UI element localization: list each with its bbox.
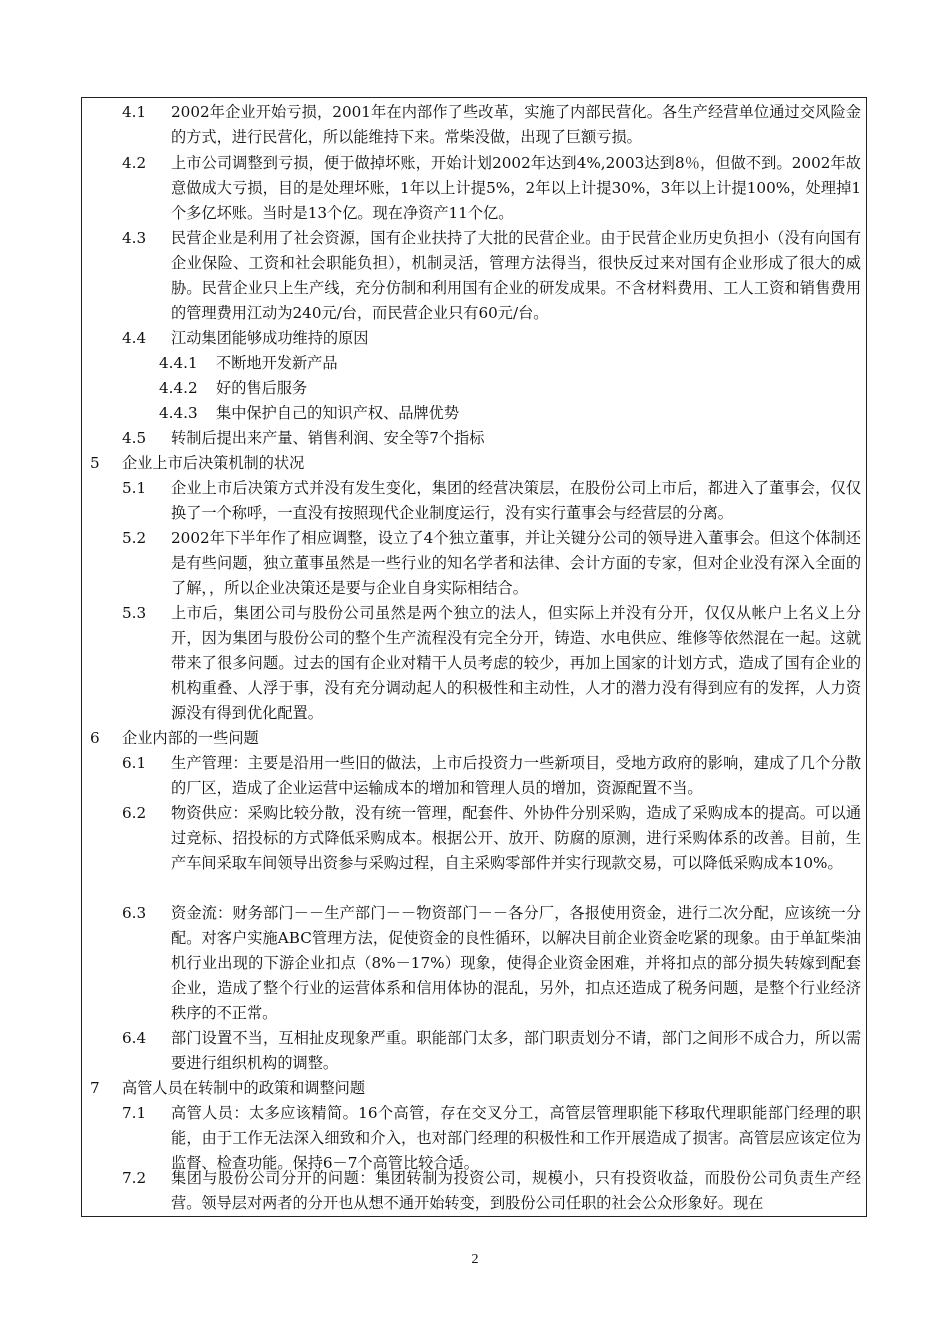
item-text: 物资供应：采购比较分散，没有统一管理，配套件、外协件分别采购，造成了采购成本的提高。可以通过竞标、招投标的方式降低采购成本。根据公开、放开、防腐的原测，进行采购体系的改善。目前，生产车间采取车间领导出资参与采购过程，自主采购零部件并实行现款交易，可以降低采购成本10%。	[171, 804, 861, 872]
item-number: 4.1	[122, 103, 147, 121]
item-number: 4.3	[122, 229, 147, 247]
section-number: 5	[90, 454, 100, 472]
item-text: 不断地开发新产品	[216, 354, 338, 372]
item-number: 6.2	[122, 804, 147, 822]
item-number: 4.4.2	[159, 379, 198, 397]
item-text: 部门设置不当，互相扯皮现象严重。职能部门太多，部门职责划分不请，部门之间形不成合力，所以需要进行组织机构的调整。	[171, 1029, 861, 1072]
item-number: 7.2	[122, 1169, 147, 1187]
section-title: 企业内部的一些问题	[122, 729, 259, 747]
item-text: 上市后，集团公司与股份公司虽然是两个独立的法人，但实际上并没有分开，仅仅从帐户上名义上分开，因为集团与股份公司的整个生产流程没有完全分开，铸造、水电供应、维修等依然混在一起。这就带来了很多问题。过去的国有企业对精干人员考虑的较少，再加上国家的计划方式，造成了国有企业的机构重叠、人浮于事，没有充分调动起人的积极性和主动性，人才的潜力没有得到应有的发挥，人力资源没有得到优化配置。	[171, 604, 861, 722]
item-text: 民营企业是利用了社会资源，国有企业扶持了大批的民营企业。由于民营企业历史负担小（没有向国有企业保险、工资和社会职能负担），机制灵活，管理方法得当，很快反过来对国有企业形成了很大的威胁。民营企业只上生产线，充分仿制和利用国有企业的研发成果。不含材料费用、工人工资和销售费用的管理费用江动为240元/台，而民营企业只有60元/台。	[171, 229, 861, 322]
item-number: 6.4	[122, 1029, 147, 1047]
page-number: 2	[471, 1252, 479, 1267]
item-text: 转制后提出来产量、销售利润、安全等7个指标	[171, 429, 485, 447]
section-title: 企业上市后决策机制的状况	[122, 454, 305, 472]
content-frame	[81, 97, 867, 1217]
item-number: 5.2	[122, 529, 147, 547]
section-number: 7	[90, 1079, 100, 1097]
section-title: 高管人员在转制中的政策和调整问题	[122, 1079, 365, 1097]
item-text: 集团与股份公司分开的问题：集团转制为投资公司，规模小，只有投资收益，而股份公司负责生产经营。领导层对两者的分开也从想不通开始转变，到股份公司任职的社会公众形象好。现在	[171, 1169, 861, 1212]
item-number: 4.4.3	[159, 404, 198, 422]
item-text: 江动集团能够成功维持的原因	[171, 329, 369, 347]
item-text: 资金流：财务部门－－生产部门－－物资部门－－各分厂，各报使用资金，进行二次分配，应该统一分配。对客户实施ABC管理方法，促使资金的良性循环，以解决目前企业资金吃紧的现象。由于单缸柴油机行业出现的下游企业扣点（8%－17%）现象，使得企业资金困难，并将扣点的部分损失转嫁到配套企业，造成了整个行业的运营体系和信用体协的混乱，另外，扣点还造成了税务问题，是整个行业经济秩序的不正常。	[171, 904, 861, 1022]
item-number: 5.3	[122, 604, 147, 622]
item-number: 4.4	[122, 329, 147, 347]
item-number: 6.1	[122, 754, 147, 772]
item-text: 集中保护自己的知识产权、品牌优势	[216, 404, 459, 422]
item-text: 2002年企业开始亏损，2001年在内部作了些改革，实施了内部民营化。各生产经营单位通过交风险金的方式，进行民营化，所以能维持下来。常柴没做，出现了巨额亏损。	[171, 103, 861, 146]
item-text: 企业上市后决策方式并没有发生变化，集团的经营决策层，在股份公司上市后，都进入了董事会，仅仅换了一个称呼，一直没有按照现代企业制度运行，没有实行董事会与经营层的分离。	[171, 479, 861, 522]
item-number: 4.5	[122, 429, 147, 447]
item-number: 6.3	[122, 904, 147, 922]
item-text: 2002年下半年作了相应调整，设立了4个独立董事，并让关键分公司的领导进入董事会。但这个体制还是有些问题，独立董事虽然是一些行业的知名学者和法律、会计方面的专家，但对企业没有深入全面的了解，，所以企业决策还是要与企业自身实际相结合。	[171, 529, 861, 597]
section-number: 6	[90, 729, 100, 747]
item-number: 5.1	[122, 479, 147, 497]
item-number: 4.4.1	[159, 354, 198, 372]
item-number: 4.2	[122, 154, 147, 172]
item-text: 上市公司调整到亏损，便于做掉坏账，开始计划2002年达到4%,2003达到8％，但做不到。2002年故意做成大亏损，目的是处理坏账，1年以上计提5%，2年以上计提30%，3年以上计提100%，处理掉1个多亿坏账。当时是13个亿。现在净资产11个亿。	[171, 154, 861, 222]
item-number: 7.1	[122, 1104, 147, 1122]
item-text: 生产管理：主要是沿用一些旧的做法，上市后投资力一些新项目，受地方政府的影响，建成了几个分散的厂区，造成了企业运营中运输成本的增加和管理人员的增加，资源配置不当。	[171, 754, 861, 797]
item-text: 好的售后服务	[216, 379, 308, 397]
item-text: 高管人员：太多应该精简。16个高管，存在交叉分工，高管层管理职能下移取代理职能部门经理的职能，由于工作无法深入细致和介入，也对部门经理的积极性和工作开展造成了损害。高管层应该定位为监督、检查功能。保持6－7个高管比较合适。	[171, 1104, 861, 1172]
